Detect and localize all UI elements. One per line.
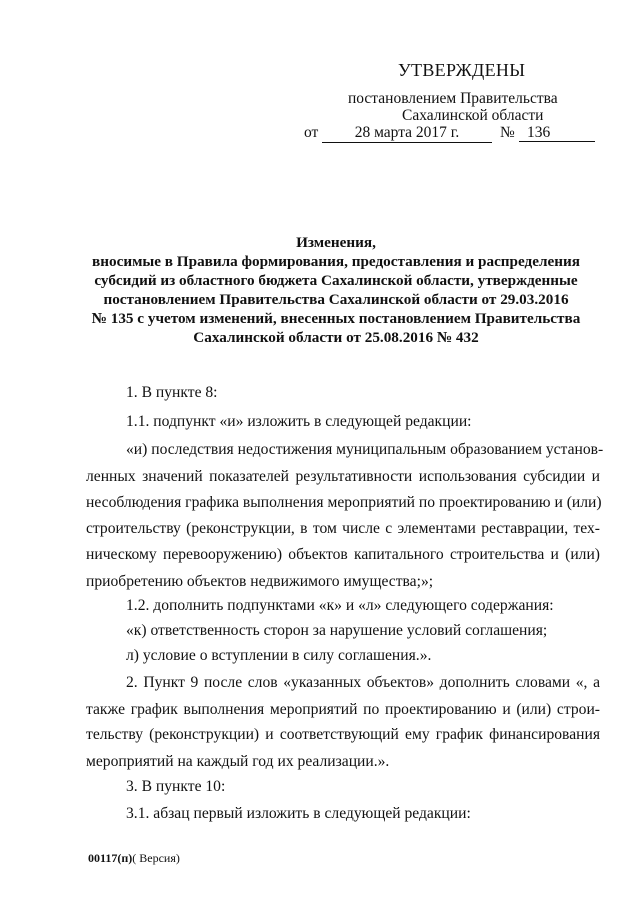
heading-line: субсидий из областного бюджета Сахалинской области, утвержденные bbox=[94, 272, 578, 289]
body-line: 1.1. подпункт «и» изложить в следующей редакции: bbox=[126, 413, 472, 430]
heading-line: № 135 с учетом изменений, внесенных постановлением Правительства bbox=[91, 310, 581, 327]
footer-code-text: 00117(п) bbox=[88, 851, 133, 865]
body-line: также график выполнения мероприятий по проектированию и (или) строи- bbox=[86, 701, 600, 718]
body-line: «к) ответственность сторон за нарушение условий соглашения; bbox=[126, 622, 548, 639]
heading-line: Изменения, bbox=[296, 234, 376, 251]
body-line: тельству (реконструкции) и соответствующий ему график финансирования bbox=[86, 726, 600, 743]
body-line: мероприятий на каждый год их реализации.». bbox=[86, 753, 390, 770]
footer-code bbox=[88, 851, 180, 866]
body-line: 1. В пункте 8: bbox=[126, 384, 218, 401]
body-line: 3.1. абзац первый изложить в следующей редакции: bbox=[126, 805, 471, 822]
body-line: ленных значений показателей результативности использования субсидии и bbox=[86, 468, 600, 485]
heading-line: постановлением Правительства Сахалинской области от 29.03.2016 bbox=[103, 291, 569, 308]
body-line: 3. В пункте 10: bbox=[126, 778, 226, 795]
approval-line-1: постановлением Правительства bbox=[348, 90, 558, 107]
body-line: ническому перевооружению) объектов капитального строительства и (или) bbox=[86, 546, 600, 563]
body-line: л) условие о вступлении в силу соглашения.». bbox=[126, 647, 432, 664]
body-line: несоблюдения графика выполнения мероприятий по проектированию и (или) bbox=[86, 494, 602, 511]
approval-line-2: Сахалинской области bbox=[402, 107, 544, 124]
heading-line: Сахалинской области от 25.08.2016 № 432 bbox=[193, 329, 479, 346]
heading-line: вносимые в Правила формирования, предоставления и распределения bbox=[92, 253, 580, 270]
body-line: «и) последствия недостижения муниципальным образованием установ- bbox=[126, 441, 604, 458]
approval-title: УТВЕРЖДЕНЫ bbox=[398, 60, 526, 80]
footer-version: ( Версия) bbox=[132, 851, 180, 865]
approval-date-label: от bbox=[304, 124, 319, 141]
body-line: 1.2. дополнить подпунктами «к» и «л» следующего содержания: bbox=[126, 597, 554, 614]
document-heading bbox=[70, 233, 602, 347]
body-line: строительству (реконструкции, в том числе с элементами реставрации, тех- bbox=[86, 520, 600, 537]
body-line: приобретению объектов недвижимого имущества;»; bbox=[86, 573, 434, 590]
approval-date: 28 марта 2017 г. bbox=[322, 124, 492, 143]
body-line: 2. Пункт 9 после слов «указанных объектов» дополнить словами «, а bbox=[126, 674, 600, 691]
approval-number: 136 bbox=[519, 124, 595, 142]
approval-number-label: № bbox=[500, 124, 515, 141]
